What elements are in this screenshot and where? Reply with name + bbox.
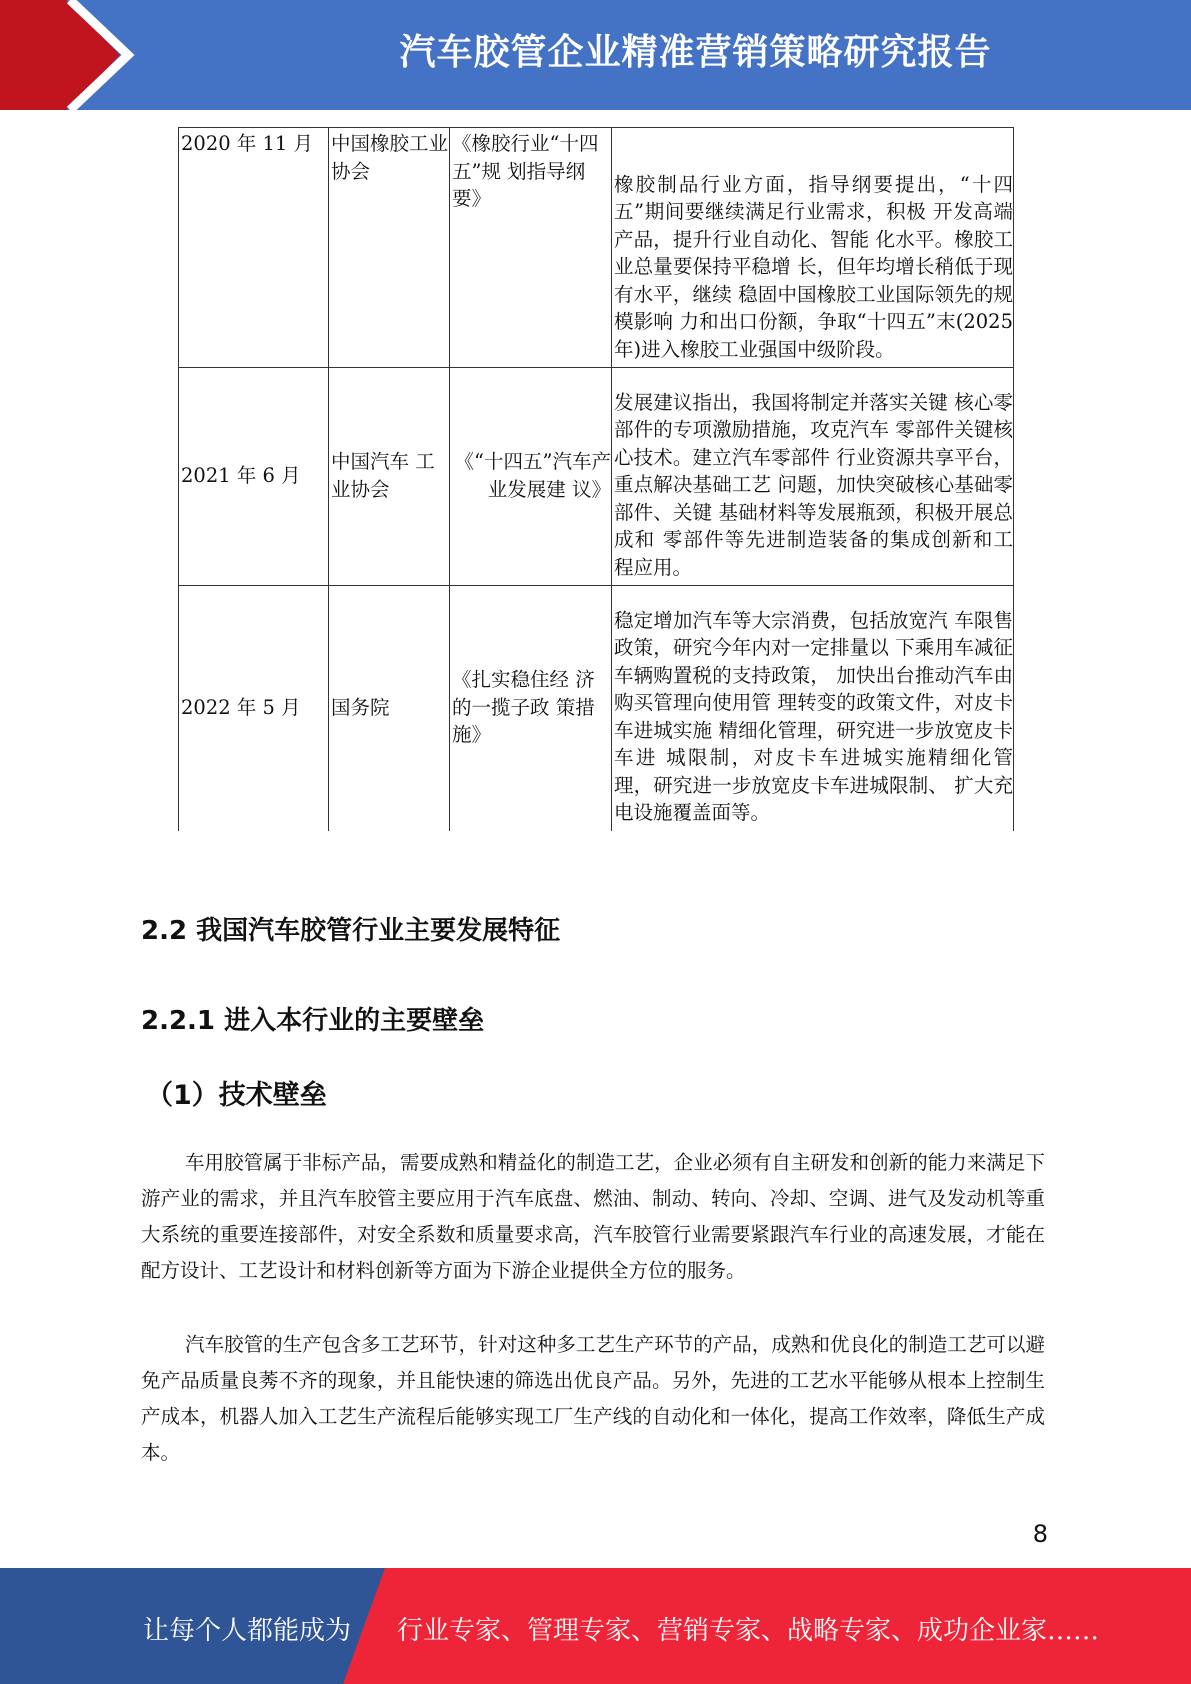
report-title: 汽车胶管企业精准营销策略研究报告 <box>399 32 992 73</box>
table-cell-date: 2020 年 11 月 <box>179 128 329 368</box>
table-cell-doc: 《扎实稳住经 济的一揽子政 策措施》 <box>450 586 612 831</box>
footer-slogan-right: 行业专家、管理专家、营销专家、战略专家、成功企业家…… <box>397 1616 1100 1646</box>
sub-subsection-heading: （1）技术壁垒 <box>146 1080 327 1111</box>
table-cell-desc: 橡胶制品行业方面，指导纲要提出，“十四五”期间要继续满足行业需求，积极 开发高端产品，提升行业自动化、智能 化水平。橡胶工业总量要保持平稳增 长，但年均增长稍低于现有水平，继续 稳固中国橡胶工业国际领先的规模影响 力和出口份额，争取“十四五”末(2025 年)进入橡胶工业强国中级阶段。 <box>612 128 1014 368</box>
policy-table <box>178 127 1014 831</box>
table-cell-date: 2021 年 6 月 <box>179 368 329 586</box>
table-cell-desc: 发展建议指出，我国将制定并落实关键 核心零部件的专项激励措施，攻克汽车 零部件关键核心技术。建立汽车零部件 行业资源共享平台，重点解决基础工艺 问题，加快突破核心基础零部件、关键 基础材料等发展瓶颈，积极开展总成和 零部件等先进制造装备的集成创新和工 程应用。 <box>612 368 1014 586</box>
page-footer <box>0 1568 1191 1684</box>
body-paragraph: 汽车胶管的生产包含多工艺环节，针对这种多工艺生产环节的产品，成熟和优良化的制造工艺可以避免产品质量良莠不齐的现象，并且能快速的筛选出优良产品。另外，先进的工艺水平能够从根本上控制生产成本，机器人加入工艺生产流程后能够实现工厂生产线的自动化和一体化，提高工作效率，降低生产成本。 <box>141 1333 1045 1464</box>
section-heading: 2.2 我国汽车胶管行业主要发展特征 <box>141 916 561 946</box>
table-cell-org: 国务院 <box>329 586 450 831</box>
header-arrow-decoration <box>0 0 160 110</box>
body-paragraph: 车用胶管属于非标产品，需要成熟和精益化的制造工艺，企业必须有自主研发和创新的能力来满足下游产业的需求，并且汽车胶管主要应用于汽车底盘、燃油、制动、转向、冷却、空调、进气及发动机等重大系统的重要连接部件，对安全系数和质量要求高，汽车胶管行业需要紧跟汽车行业的高速发展，才能在配方设计、工艺设计和材料创新等方面为下游企业提供全方位的服务。 <box>141 1151 1045 1282</box>
table-cell-doc: 《橡胶行业“十四五”规 划指导纲要》 <box>450 128 612 368</box>
table-row <box>179 128 1014 368</box>
table-cell-desc: 稳定增加汽车等大宗消费，包括放宽汽 车限售政策，研究今年内对一定排量以 下乘用车减征车辆购置税的支持政策， 加快出台推动汽车由购买管理向使用管 理转变的政策文件，对皮卡车进城实施 精细化管理，研究进一步放宽皮卡车进 城限制，对皮卡车进城实施精细化管 理，研究进一步放宽皮卡车进城限制、 扩大充电设施覆盖面等。 <box>612 586 1014 831</box>
page-number: 8 <box>1032 1520 1048 1548</box>
footer-slogan-left: 让每个人都能成为 <box>143 1616 352 1646</box>
table-row <box>179 368 1014 586</box>
table-cell-org: 中国橡胶工业协会 <box>329 128 450 368</box>
table-cell-org: 中国汽车 工业协会 <box>329 368 450 586</box>
table-cell-date: 2022 年 5 月 <box>179 586 329 831</box>
subsection-heading: 2.2.1 进入本行业的主要壁垒 <box>141 1006 485 1036</box>
table-cell-doc: 《“十四五”汽车产业发展建 议》 <box>450 368 612 586</box>
page-header <box>0 0 1191 110</box>
table-row <box>179 586 1014 831</box>
